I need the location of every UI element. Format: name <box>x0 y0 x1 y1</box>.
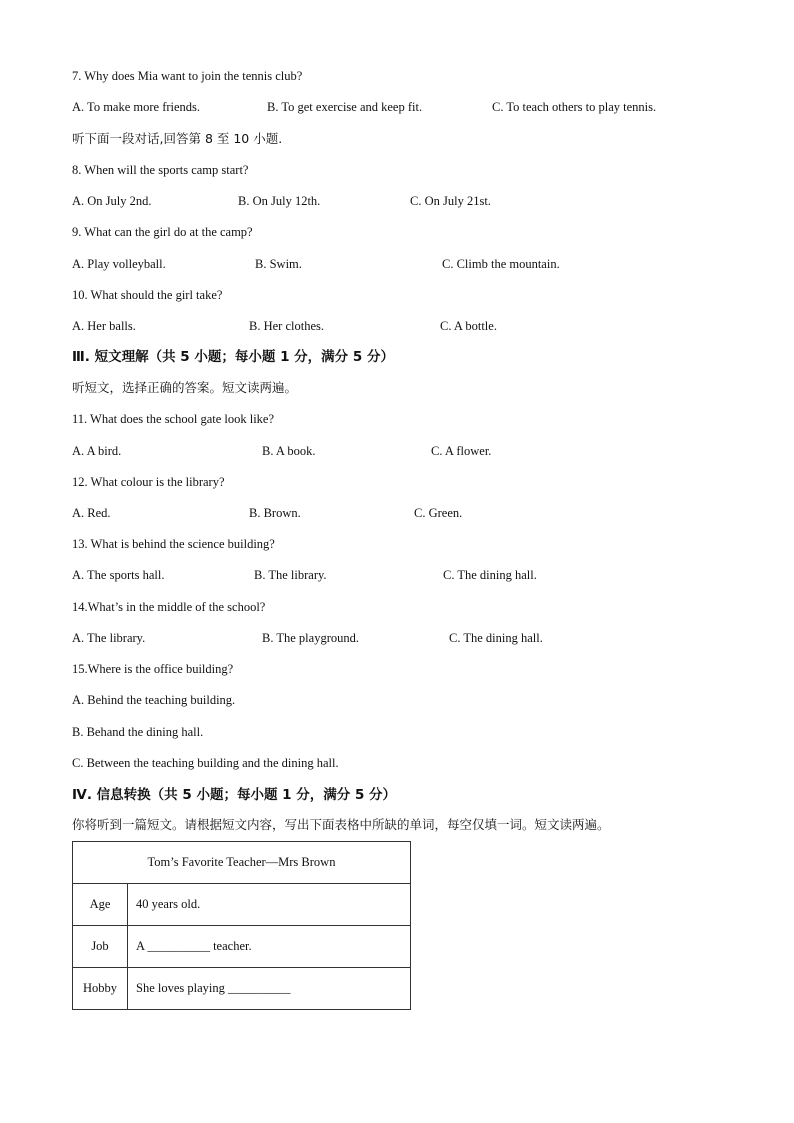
question-15-stem: 15.Where is the office building? <box>72 662 234 676</box>
question-8-stem: 8. When will the sports camp start? <box>72 163 249 177</box>
instruction-8-10: 听下面一段对话,回答第 8 至 10 小题. <box>72 131 283 146</box>
question-12-option-b: B. Brown. <box>249 506 301 520</box>
question-10-option-b: B. Her clothes. <box>249 319 324 333</box>
question-14-stem: 14.What’s in the middle of the school? <box>72 600 266 614</box>
question-11-stem: 11. What does the school gate look like? <box>72 412 275 426</box>
question-14-option-b: B. The playground. <box>262 631 359 645</box>
table-row <box>73 884 411 926</box>
question-14-option-c: C. The dining hall. <box>449 631 543 645</box>
question-11-option-c: C. A flower. <box>431 444 492 458</box>
question-13-option-c: C. The dining hall. <box>443 568 537 582</box>
question-15-option-b: B. Behand the dining hall. <box>72 725 204 739</box>
question-15-option-a: A. Behind the teaching building. <box>72 693 236 707</box>
section-3-heading: Ⅲ. 短文理解（共 5 小题；每小题 1 分，满分 5 分） <box>72 349 394 365</box>
info-table <box>72 841 411 1010</box>
table-row <box>73 968 411 1010</box>
question-13-option-a: A. The sports hall. <box>72 568 165 582</box>
table-title-row <box>73 842 411 884</box>
question-11-option-b: B. A book. <box>262 444 316 458</box>
question-15-option-c: C. Between the teaching building and the dining hall. <box>72 756 339 770</box>
question-8-option-b: B. On July 12th. <box>238 194 321 208</box>
question-11-option-a: A. A bird. <box>72 444 122 458</box>
table-title: Tom’s Favorite Teacher—Mrs Brown <box>73 842 411 884</box>
section-4-instruction: 你将听到一篇短文。请根据短文内容，写出下面表格中所缺的单词，每空仅填一词。短文读两遍。 <box>72 817 610 832</box>
table-key-hobby: Hobby <box>73 968 128 1010</box>
table-row <box>73 926 411 968</box>
question-7-option-b: B. To get exercise and keep fit. <box>267 100 423 114</box>
question-8-option-c: C. On July 21st. <box>410 194 491 208</box>
question-12-option-c: C. Green. <box>414 506 463 520</box>
table-value-age: 40 years old. <box>128 884 411 926</box>
question-8-option-a: A. On July 2nd. <box>72 194 152 208</box>
question-13-option-b: B. The library. <box>254 568 327 582</box>
question-10-stem: 10. What should the girl take? <box>72 288 223 302</box>
question-12-option-a: A. Red. <box>72 506 111 520</box>
question-7-option-c: C. To teach others to play tennis. <box>492 100 657 114</box>
question-12-stem: 12. What colour is the library? <box>72 475 225 489</box>
question-9-stem: 9. What can the girl do at the camp? <box>72 225 253 239</box>
table-key-job: Job <box>73 926 128 968</box>
section-4-heading: Ⅳ. 信息转换（共 5 小题；每小题 1 分，满分 5 分） <box>72 787 397 803</box>
question-14-option-a: A. The library. <box>72 631 146 645</box>
question-10-option-c: C. A bottle. <box>440 319 497 333</box>
question-9-option-b: B. Swim. <box>255 257 302 271</box>
table-key-age: Age <box>73 884 128 926</box>
question-10-option-a: A. Her balls. <box>72 319 136 333</box>
question-7-stem: 7. Why does Mia want to join the tennis club? <box>72 69 303 83</box>
question-7-option-a: A. To make more friends. <box>72 100 201 114</box>
question-13-stem: 13. What is behind the science building? <box>72 537 275 551</box>
table-value-hobby: She loves playing __________ <box>128 968 411 1010</box>
table-value-job: A __________ teacher. <box>128 926 411 968</box>
section-3-instruction: 听短文，选择正确的答案。短文读两遍。 <box>72 380 298 395</box>
question-9-option-a: A. Play volleyball. <box>72 257 166 271</box>
question-9-option-c: C. Climb the mountain. <box>442 257 560 271</box>
